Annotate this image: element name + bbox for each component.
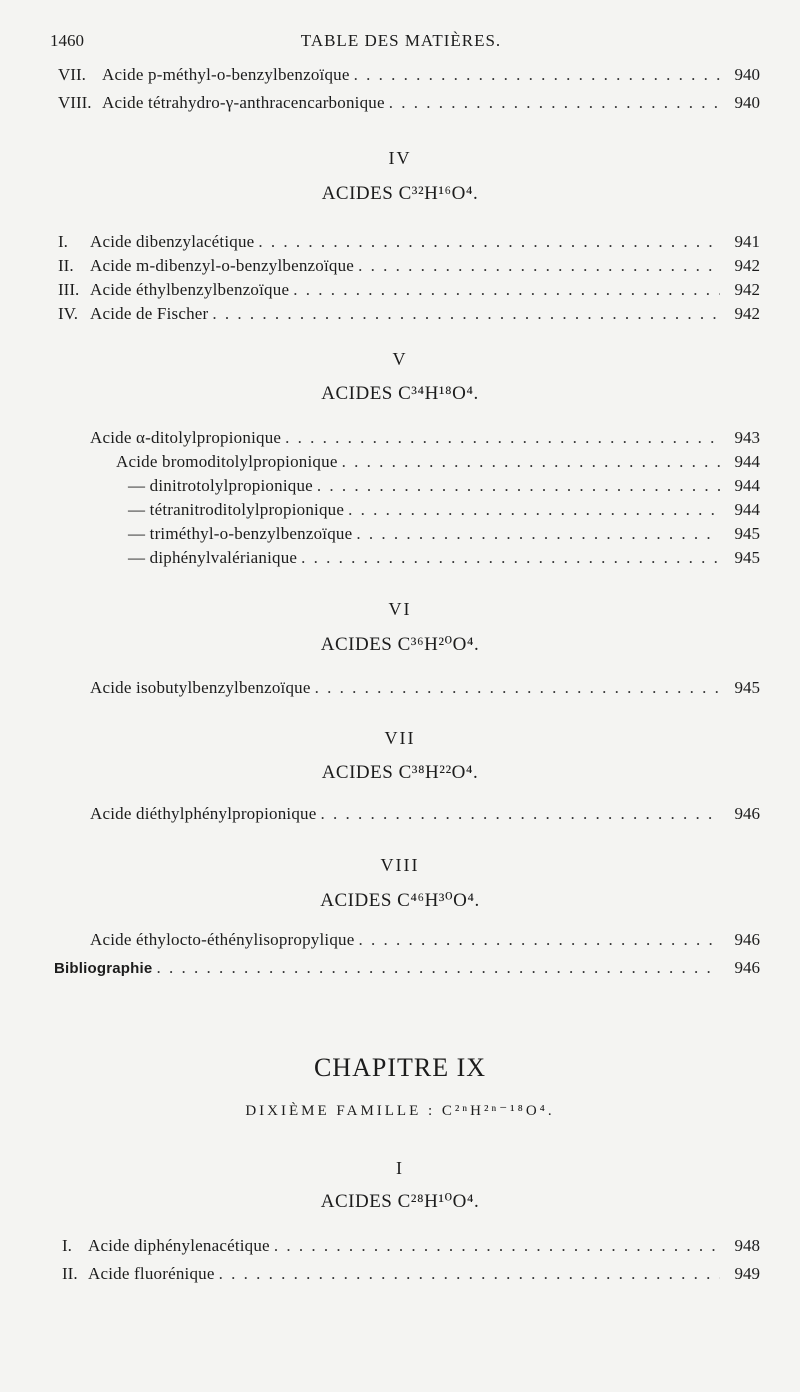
entry-title: Acide bromoditolylpropionique [116,452,338,471]
page-number: 1460 [50,31,84,50]
dot-leader [301,546,720,570]
toc-entry[interactable] [58,63,760,87]
section-formula: ACIDES C²⁸H¹⁰O⁴. [320,1191,480,1212]
toc-entry[interactable] [90,426,760,450]
entry-number: I. [58,232,68,251]
dot-leader [348,498,720,522]
entry-page: 940 [734,93,760,112]
entry-title: Acide de Fischer [90,304,209,323]
entry-title: Acide diphénylenacétique [88,1236,270,1255]
dot-leader [156,956,720,980]
toc-entry[interactable] [128,522,760,546]
entry-number: VIII. [58,93,92,112]
toc-entry[interactable] [62,1234,760,1258]
section-formula: ACIDES C⁴⁶H³⁰O⁴. [320,890,480,911]
section-number: V [392,349,408,369]
dot-leader [317,474,720,498]
dot-leader [354,63,720,87]
chapter-title: CHAPITRE IX [313,1053,487,1082]
toc-entry[interactable] [58,254,760,278]
entry-page: 944 [734,452,760,471]
entry-number: II. [58,256,74,275]
page-header [50,31,752,55]
section-number: VI [388,599,412,619]
entry-title: Acide éthylbenzylbenzoïque [90,280,290,299]
entry-page: 945 [734,548,760,567]
entry-number: VII. [58,65,86,84]
toc-entry[interactable] [58,278,760,302]
section-formula: ACIDES C³²H¹⁶O⁴. [321,183,479,204]
dot-leader [285,426,720,450]
family-heading: DIXIÈME FAMILLE : C²ⁿH²ⁿ⁻¹⁸O⁴. [245,1103,555,1119]
entry-page: 945 [734,524,760,543]
entry-title: — diphénylvalérianique [128,548,298,567]
dot-leader [342,450,720,474]
dot-leader [320,802,720,826]
entry-number: I. [62,1236,72,1255]
entry-page: 942 [734,304,760,323]
entry-page: 943 [734,428,760,447]
entry-title: Acide tétrahydro-γ-anthracencarbonique [102,93,385,112]
entry-number: IV. [58,304,78,323]
toc-entry[interactable] [116,450,760,474]
section-formula: ACIDES C³⁸H²²O⁴. [321,762,479,783]
entry-title: — triméthyl-o-benzylbenzoïque [128,524,353,543]
entry-title: Acide dibenzylacétique [90,232,255,251]
toc-entry[interactable] [128,474,760,498]
entry-title: Acide éthylocto-éthénylisopropylique [90,930,355,949]
section-formula: ACIDES C³⁶H²⁰O⁴. [320,634,480,655]
toc-entry[interactable] [128,498,760,522]
section-number: IV [388,148,412,168]
entry-title: Acide isobutylbenzylbenzoïque [90,678,311,697]
dot-leader [359,928,721,952]
entry-page: 945 [734,678,760,697]
entry-page: 948 [734,1236,760,1255]
entry-title: Acide fluorénique [88,1264,215,1283]
toc-entry-bibliography[interactable] [54,956,760,980]
entry-page: 942 [734,280,760,299]
entry-title: Acide diéthylphénylpropionique [90,804,317,823]
entry-page: 942 [734,256,760,275]
dot-leader [389,91,720,115]
entry-title: — tétranitroditolylpropionique [128,500,345,519]
dot-leader [258,230,720,254]
entry-title: Acide m-dibenzyl-o-benzylbenzoïque [90,256,355,275]
entry-page: 946 [734,804,760,823]
entry-title: Bibliographie [54,960,153,977]
entry-page: 946 [734,958,760,977]
dot-leader [315,676,720,700]
dot-leader [274,1234,720,1258]
entry-title: Acide p-méthyl-o-benzylbenzoïque [102,65,350,84]
entry-page: 941 [734,232,760,251]
toc-entry[interactable] [90,802,760,826]
entry-page: 944 [734,500,760,519]
section-formula: ACIDES C³⁴H¹⁸O⁴. [321,383,479,404]
dot-leader [293,278,720,302]
dot-leader [212,302,720,326]
section-number: VII [384,728,416,748]
toc-entry[interactable] [58,302,760,326]
toc-entry[interactable] [58,230,760,254]
running-title: TABLE DES MATIÈRES. [300,31,502,50]
entry-number: III. [58,280,80,299]
entry-title: — dinitrotolylpropionique [128,476,313,495]
dot-leader [219,1262,720,1286]
section-number: VIII [380,855,420,875]
entry-page: 949 [734,1264,760,1283]
entry-page: 946 [734,930,760,949]
entry-title: Acide α-ditolylpropionique [90,428,282,447]
toc-entry[interactable] [90,928,760,952]
toc-entry[interactable] [128,546,760,570]
section-number: I [396,1158,404,1178]
entry-page: 940 [734,65,760,84]
dot-leader [358,254,720,278]
entry-number: II. [62,1264,78,1283]
toc-entry[interactable] [90,676,760,700]
entry-page: 944 [734,476,760,495]
toc-entry[interactable] [62,1262,760,1286]
toc-entry[interactable] [58,91,760,115]
dot-leader [356,522,720,546]
